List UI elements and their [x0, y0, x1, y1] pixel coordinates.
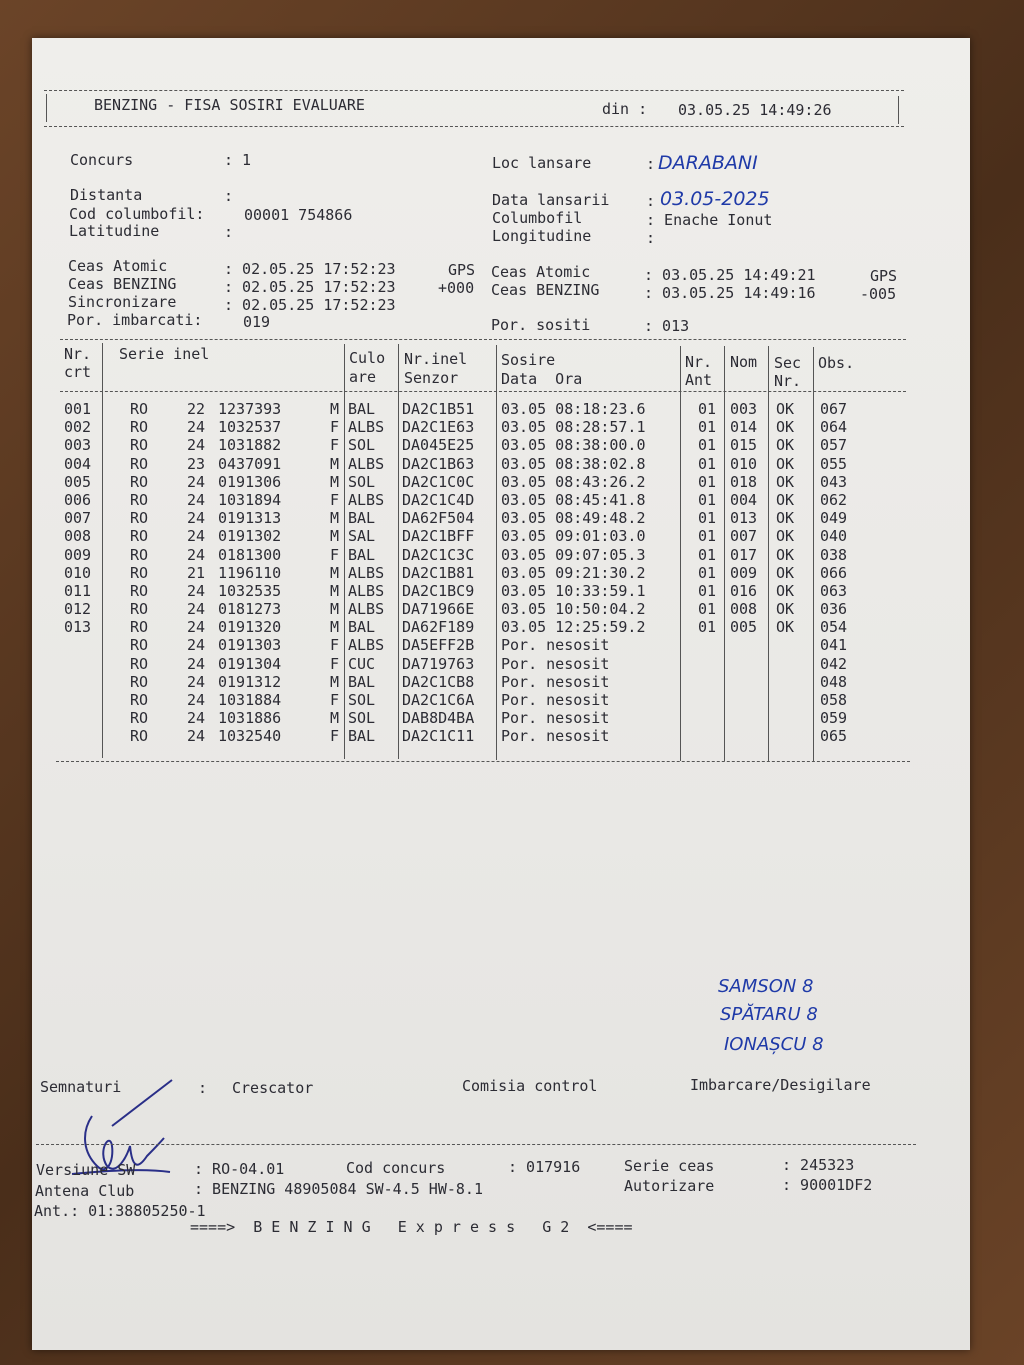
row-sec: OK — [776, 490, 795, 509]
cod-concurs-value: : 017916 — [508, 1158, 581, 1176]
row-arrival: 03.05 08:49:48.2 — [501, 509, 646, 528]
row-antenna: 01 — [698, 418, 717, 437]
sositi-label: Por. sositi — [491, 316, 591, 334]
header-serie-inel: Serie inel — [119, 345, 210, 363]
ceas-benzing-label: Ceas BENZING — [68, 275, 177, 293]
row-sensor: DA62F504 — [402, 509, 475, 528]
row-obs: 048 — [820, 672, 848, 691]
comisia-label: Comisia control — [462, 1077, 598, 1095]
sincronizare-label: Sincronizare — [68, 293, 177, 311]
row-antenna: 01 — [698, 490, 717, 509]
row-arrival: 03.05 08:28:57.1 — [501, 418, 646, 437]
receive-ceas-benzing-value: : 03.05.25 14:49:16 — [644, 284, 816, 302]
imbarcati-value: 019 — [243, 313, 271, 331]
longitudine-value: : — [646, 229, 656, 247]
row-sex: F — [330, 727, 340, 746]
columbofil-label: Columbofil — [492, 209, 583, 227]
row-sensor: DA2C1C6A — [402, 691, 475, 709]
row-sensor: DA5EFF2B — [402, 636, 475, 655]
row-antenna: 01 — [698, 436, 717, 455]
row-sec: OK — [776, 527, 795, 546]
latitudine-value: : — [224, 223, 234, 241]
row-nr: 012 — [64, 600, 92, 619]
row-color: BAL — [348, 672, 376, 691]
row-sex: M — [330, 472, 340, 491]
row-sensor: DA71966E — [402, 600, 475, 619]
row-nr: 007 — [64, 509, 92, 528]
row-color: BAL — [348, 727, 376, 746]
row-country: RO — [130, 691, 149, 709]
row-nr: 011 — [64, 581, 92, 600]
columbofil-value: : Enache Ionut — [646, 211, 773, 229]
row-country: RO — [130, 618, 149, 637]
row-nom: 007 — [730, 527, 758, 546]
row-ring-series: 1031894 — [218, 490, 282, 509]
row-year: 24 — [187, 691, 206, 709]
row-sex: M — [330, 563, 340, 582]
row-color: ALBS — [348, 418, 385, 437]
row-nom: 016 — [730, 581, 758, 600]
handwritten-name-3: IONAȘCU 8 — [724, 1034, 824, 1055]
row-color: BAL — [348, 400, 376, 418]
receive-ceas-benzing-label: Ceas BENZING — [491, 281, 600, 299]
col-sep-5 — [680, 346, 681, 761]
row-sex: M — [330, 709, 340, 728]
row-arrival: 03.05 10:33:59.1 — [501, 581, 646, 600]
row-color: SOL — [348, 436, 376, 455]
row-obs: 059 — [820, 709, 848, 728]
row-year: 24 — [187, 600, 206, 619]
row-year: 24 — [187, 436, 206, 455]
row-color: SOL — [348, 691, 376, 709]
footer-top-border — [36, 1144, 916, 1145]
row-sensor: DAB8D4BA — [402, 709, 475, 728]
row-year: 24 — [187, 636, 206, 655]
row-year: 22 — [187, 400, 206, 418]
row-obs: 038 — [820, 545, 848, 564]
row-sensor: DA2C1C3C — [402, 545, 475, 564]
row-arrival: 03.05 08:38:02.8 — [501, 454, 646, 473]
header-bottom-border — [44, 126, 904, 127]
col-sep-4 — [496, 345, 497, 760]
row-sensor: DA62F189 — [402, 618, 475, 637]
row-sex: M — [330, 527, 340, 546]
data-lansarii-handwritten: 03.05-2025 — [660, 188, 770, 210]
imbarcare-label: Imbarcare/Desigilare — [690, 1076, 871, 1094]
semnaturi-label: Semnaturi — [40, 1078, 122, 1096]
header-right-border — [898, 96, 899, 124]
row-year: 24 — [187, 509, 206, 528]
row-nom: 009 — [730, 563, 758, 582]
receive-ceas-atomic-label: Ceas Atomic — [491, 263, 591, 281]
row-nr: 004 — [64, 454, 92, 473]
versiune-value: : RO-04.01 — [194, 1160, 285, 1178]
receive-ceas-benzing-suffix: -005 — [860, 285, 897, 303]
row-country: RO — [130, 545, 149, 564]
row-arrival: 03.05 10:50:04.2 — [501, 600, 646, 619]
row-year: 23 — [187, 454, 206, 473]
brand-line: ====> B E N Z I N G E x p r e s s G 2 <==== — [190, 1218, 633, 1236]
row-country: RO — [130, 400, 149, 418]
row-country: RO — [130, 672, 149, 691]
header-nom: Nom — [730, 353, 758, 371]
row-arrival: 03.05 08:43:26.2 — [501, 472, 646, 491]
row-obs: 042 — [820, 654, 848, 673]
row-sec: OK — [776, 509, 795, 528]
row-sex: M — [330, 400, 340, 418]
distanta-label: Distanta — [70, 186, 143, 204]
data-lansarii-label: Data lansarii — [492, 191, 610, 209]
ceas-atomic-value: : 02.05.25 17:52:23 — [224, 260, 396, 278]
row-year: 24 — [187, 418, 206, 437]
ceas-atomic-suffix: GPS — [448, 261, 476, 279]
row-sec: OK — [776, 454, 795, 473]
row-country: RO — [130, 418, 149, 437]
cod-columbofil-label: Cod columbofil: — [69, 205, 205, 223]
versiune-label: Versiune SW — [36, 1161, 136, 1179]
row-color: CUC — [348, 654, 376, 673]
row-sex: M — [330, 672, 340, 691]
row-sensor: DA2C1C11 — [402, 727, 475, 746]
row-nom: 004 — [730, 490, 758, 509]
row-nr: 010 — [64, 563, 92, 582]
header-culoare-2: are — [349, 368, 377, 386]
row-antenna: 01 — [698, 600, 717, 619]
row-year: 24 — [187, 472, 206, 491]
header-top-border — [44, 90, 904, 91]
row-country: RO — [130, 490, 149, 509]
row-sex: M — [330, 509, 340, 528]
row-country: RO — [130, 636, 149, 655]
row-antenna: 01 — [698, 400, 717, 418]
autorizare-value: : 90001DF2 — [782, 1176, 873, 1194]
header-culoare-1: Culo — [349, 349, 386, 367]
row-obs: 062 — [820, 490, 848, 509]
row-sex: F — [330, 636, 340, 655]
row-sex: M — [330, 581, 340, 600]
row-arrival: Por. nesosit — [501, 636, 610, 655]
row-sec: OK — [776, 436, 795, 455]
row-ring-series: 1032537 — [218, 418, 282, 437]
row-ring-series: 1031884 — [218, 691, 282, 709]
loc-lansare-sep: : — [646, 155, 656, 173]
distanta-value: : — [224, 187, 234, 205]
row-color: BAL — [348, 509, 376, 528]
row-country: RO — [130, 527, 149, 546]
row-sensor: DA2C1C4D — [402, 490, 475, 509]
row-nr: 003 — [64, 436, 92, 455]
row-sex: F — [330, 545, 340, 564]
row-nr: 009 — [64, 545, 92, 564]
row-color: BAL — [348, 618, 376, 637]
row-sec: OK — [776, 400, 795, 418]
sositi-value: : 013 — [644, 317, 690, 335]
row-sensor: DA2C1BC9 — [402, 581, 475, 600]
row-country: RO — [130, 472, 149, 491]
row-color: ALBS — [348, 581, 385, 600]
row-sensor: DA2C1BFF — [402, 527, 475, 546]
row-ring-series: 0191312 — [218, 672, 282, 691]
row-ring-series: 1031882 — [218, 436, 282, 455]
row-nr: 005 — [64, 472, 92, 491]
row-obs: 040 — [820, 527, 848, 546]
table-bottom-border — [56, 761, 910, 762]
row-country: RO — [130, 454, 149, 473]
header-left-border — [46, 94, 47, 122]
row-antenna: 01 — [698, 509, 717, 528]
row-ring-series: 1196110 — [218, 563, 282, 582]
row-obs: 058 — [820, 691, 848, 709]
row-ring-series: 0191313 — [218, 509, 282, 528]
row-nom: 018 — [730, 472, 758, 491]
row-year: 24 — [187, 490, 206, 509]
row-color: SOL — [348, 472, 376, 491]
row-nom: 015 — [730, 436, 758, 455]
row-year: 24 — [187, 709, 206, 728]
din-value: 03.05.25 14:49:26 — [678, 101, 832, 119]
row-ring-series: 0191302 — [218, 527, 282, 546]
row-arrival: 03.05 08:38:00.0 — [501, 436, 646, 455]
row-sensor: DA2C1C0C — [402, 472, 475, 491]
row-color: SOL — [348, 709, 376, 728]
row-nom: 014 — [730, 418, 758, 437]
row-antenna: 01 — [698, 454, 717, 473]
row-year: 24 — [187, 654, 206, 673]
row-sensor: DA719763 — [402, 654, 475, 673]
row-sec: OK — [776, 472, 795, 491]
row-sec: OK — [776, 545, 795, 564]
row-ring-series: 0181273 — [218, 600, 282, 619]
header-sec-1: Sec — [774, 354, 802, 372]
row-nom: 008 — [730, 600, 758, 619]
printed-sheet — [32, 38, 970, 1350]
row-arrival: Por. nesosit — [501, 709, 610, 728]
row-sensor: DA2C1CB8 — [402, 672, 475, 691]
header-obs: Obs. — [818, 354, 855, 372]
row-sex: F — [330, 654, 340, 673]
col-sep-1 — [102, 343, 103, 758]
row-nom: 003 — [730, 400, 758, 418]
row-nom: 017 — [730, 545, 758, 564]
row-obs: 036 — [820, 600, 848, 619]
header-crt: crt — [64, 363, 92, 381]
header-nr: Nr. — [64, 345, 92, 363]
row-antenna: 01 — [698, 472, 717, 491]
loc-lansare-handwritten: DARABANI — [658, 152, 758, 174]
row-color: ALBS — [348, 490, 385, 509]
row-ring-series: 0191306 — [218, 472, 282, 491]
row-sec: OK — [776, 618, 795, 637]
ceas-benzing-value: : 02.05.25 17:52:23 — [224, 278, 396, 296]
row-arrival: Por. nesosit — [501, 672, 610, 691]
header-nr-ant-1: Nr. — [685, 353, 713, 371]
row-country: RO — [130, 654, 149, 673]
row-year: 24 — [187, 581, 206, 600]
row-obs: 065 — [820, 727, 848, 746]
latitudine-label: Latitudine — [69, 222, 160, 240]
row-country: RO — [130, 581, 149, 600]
row-antenna: 01 — [698, 527, 717, 546]
row-arrival: Por. nesosit — [501, 654, 610, 673]
serie-ceas-label: Serie ceas — [624, 1157, 715, 1175]
handwritten-name-1: SAMSON 8 — [718, 976, 814, 997]
row-obs: 063 — [820, 581, 848, 600]
col-sep-6 — [724, 346, 725, 761]
crescator-label: Crescator — [232, 1079, 314, 1097]
row-arrival: Por. nesosit — [501, 727, 610, 746]
row-arrival: 03.05 12:25:59.2 — [501, 618, 646, 637]
row-sensor: DA2C1B63 — [402, 454, 475, 473]
row-obs: 049 — [820, 509, 848, 528]
row-country: RO — [130, 727, 149, 746]
row-nr: 008 — [64, 527, 92, 546]
header-sosire: Sosire — [501, 351, 556, 369]
col-sep-2 — [344, 344, 345, 759]
loc-lansare-label: Loc lansare — [492, 154, 592, 172]
row-obs: 057 — [820, 436, 848, 455]
row-obs: 054 — [820, 618, 848, 637]
row-obs: 041 — [820, 636, 848, 655]
row-year: 21 — [187, 563, 206, 582]
row-sec: OK — [776, 418, 795, 437]
row-arrival: 03.05 08:45:41.8 — [501, 490, 646, 509]
row-color: ALBS — [348, 454, 385, 473]
handwritten-name-2: SPĂTARU 8 — [720, 1004, 818, 1025]
row-sec: OK — [776, 581, 795, 600]
row-ring-series: 0191320 — [218, 618, 282, 637]
row-antenna: 01 — [698, 581, 717, 600]
row-ring-series: 0181300 — [218, 545, 282, 564]
row-nom: 005 — [730, 618, 758, 637]
sheet-title: BENZING - FISA SOSIRI EVALUARE — [94, 96, 365, 114]
row-color: SAL — [348, 527, 376, 546]
concurs-label: Concurs — [70, 151, 134, 169]
row-arrival: 03.05 08:18:23.6 — [501, 400, 646, 418]
row-antenna: 01 — [698, 545, 717, 564]
row-sex: F — [330, 691, 340, 709]
table-header-border — [60, 391, 906, 392]
row-obs: 064 — [820, 418, 848, 437]
row-sensor: DA2C1B81 — [402, 563, 475, 582]
din-label: din : — [602, 100, 648, 118]
semnaturi-sep: : — [198, 1079, 208, 1097]
row-ring-series: 1032540 — [218, 727, 282, 746]
row-sex: F — [330, 436, 340, 455]
row-sex: M — [330, 454, 340, 473]
ceas-benzing-suffix: +000 — [438, 279, 475, 297]
row-sex: M — [330, 618, 340, 637]
row-year: 24 — [187, 727, 206, 746]
row-year: 24 — [187, 618, 206, 637]
header-nr-ant-2: Ant — [685, 371, 713, 389]
row-obs: 043 — [820, 472, 848, 491]
header-sec-2: Nr. — [774, 372, 802, 390]
receive-ceas-atomic-value: : 03.05.25 14:49:21 — [644, 266, 816, 284]
row-year: 24 — [187, 672, 206, 691]
row-nr: 001 — [64, 400, 92, 418]
data-lansarii-sep: : — [646, 192, 656, 210]
row-sec: OK — [776, 600, 795, 619]
row-year: 24 — [187, 545, 206, 564]
row-color: BAL — [348, 545, 376, 564]
table-top-border — [60, 339, 906, 340]
serie-ceas-value: : 245323 — [782, 1156, 855, 1174]
row-arrival: Por. nesosit — [501, 691, 610, 709]
row-obs: 055 — [820, 454, 848, 473]
receive-ceas-atomic-suffix: GPS — [870, 267, 898, 285]
row-country: RO — [130, 709, 149, 728]
row-ring-series: 0191303 — [218, 636, 282, 655]
row-country: RO — [130, 436, 149, 455]
row-country: RO — [130, 600, 149, 619]
row-ring-series: 1237393 — [218, 400, 282, 418]
row-ring-series: 0437091 — [218, 454, 282, 473]
row-arrival: 03.05 09:21:30.2 — [501, 563, 646, 582]
row-nr: 013 — [64, 618, 92, 637]
row-sex: F — [330, 490, 340, 509]
cod-columbofil-value: 00001 754866 — [244, 206, 353, 224]
row-sensor: DA045E25 — [402, 436, 475, 455]
row-color: ALBS — [348, 636, 385, 655]
row-sec: OK — [776, 563, 795, 582]
ant-line: Ant.: 01:38805250-1 — [34, 1202, 206, 1220]
row-antenna: 01 — [698, 618, 717, 637]
row-antenna: 01 — [698, 563, 717, 582]
row-sensor: DA2C1B51 — [402, 400, 475, 418]
row-country: RO — [130, 563, 149, 582]
autorizare-label: Autorizare — [624, 1177, 715, 1195]
row-arrival: 03.05 09:01:03.0 — [501, 527, 646, 546]
antena-value: : BENZING 48905084 SW-4.5 HW-8.1 — [194, 1180, 483, 1198]
cod-concurs-label: Cod concurs — [346, 1159, 446, 1177]
header-data-ora: Data Ora — [501, 370, 583, 388]
col-sep-3 — [398, 344, 399, 759]
longitudine-label: Longitudine — [492, 227, 592, 245]
row-sex: F — [330, 418, 340, 437]
ceas-atomic-label: Ceas Atomic — [68, 257, 168, 275]
row-nom: 013 — [730, 509, 758, 528]
antena-label: Antena Club — [35, 1182, 135, 1200]
row-ring-series: 0191304 — [218, 654, 282, 673]
row-color: ALBS — [348, 563, 385, 582]
row-country: RO — [130, 509, 149, 528]
row-obs: 067 — [820, 400, 848, 418]
sincronizare-value: : 02.05.25 17:52:23 — [224, 296, 396, 314]
col-sep-8 — [813, 347, 814, 762]
row-nr: 006 — [64, 490, 92, 509]
row-nom: 010 — [730, 454, 758, 473]
row-sex: M — [330, 600, 340, 619]
row-year: 24 — [187, 527, 206, 546]
row-arrival: 03.05 09:07:05.3 — [501, 545, 646, 564]
row-ring-series: 1032535 — [218, 581, 282, 600]
row-sensor: DA2C1E63 — [402, 418, 475, 437]
col-sep-7 — [768, 346, 769, 761]
row-nr: 002 — [64, 418, 92, 437]
imbarcati-label: Por. imbarcati: — [67, 311, 203, 329]
header-senzor: Senzor — [404, 369, 459, 387]
concurs-value: : 1 — [224, 151, 252, 169]
row-ring-series: 1031886 — [218, 709, 282, 728]
row-color: ALBS — [348, 600, 385, 619]
header-nr-inel: Nr.inel — [404, 350, 468, 368]
row-obs: 066 — [820, 563, 848, 582]
